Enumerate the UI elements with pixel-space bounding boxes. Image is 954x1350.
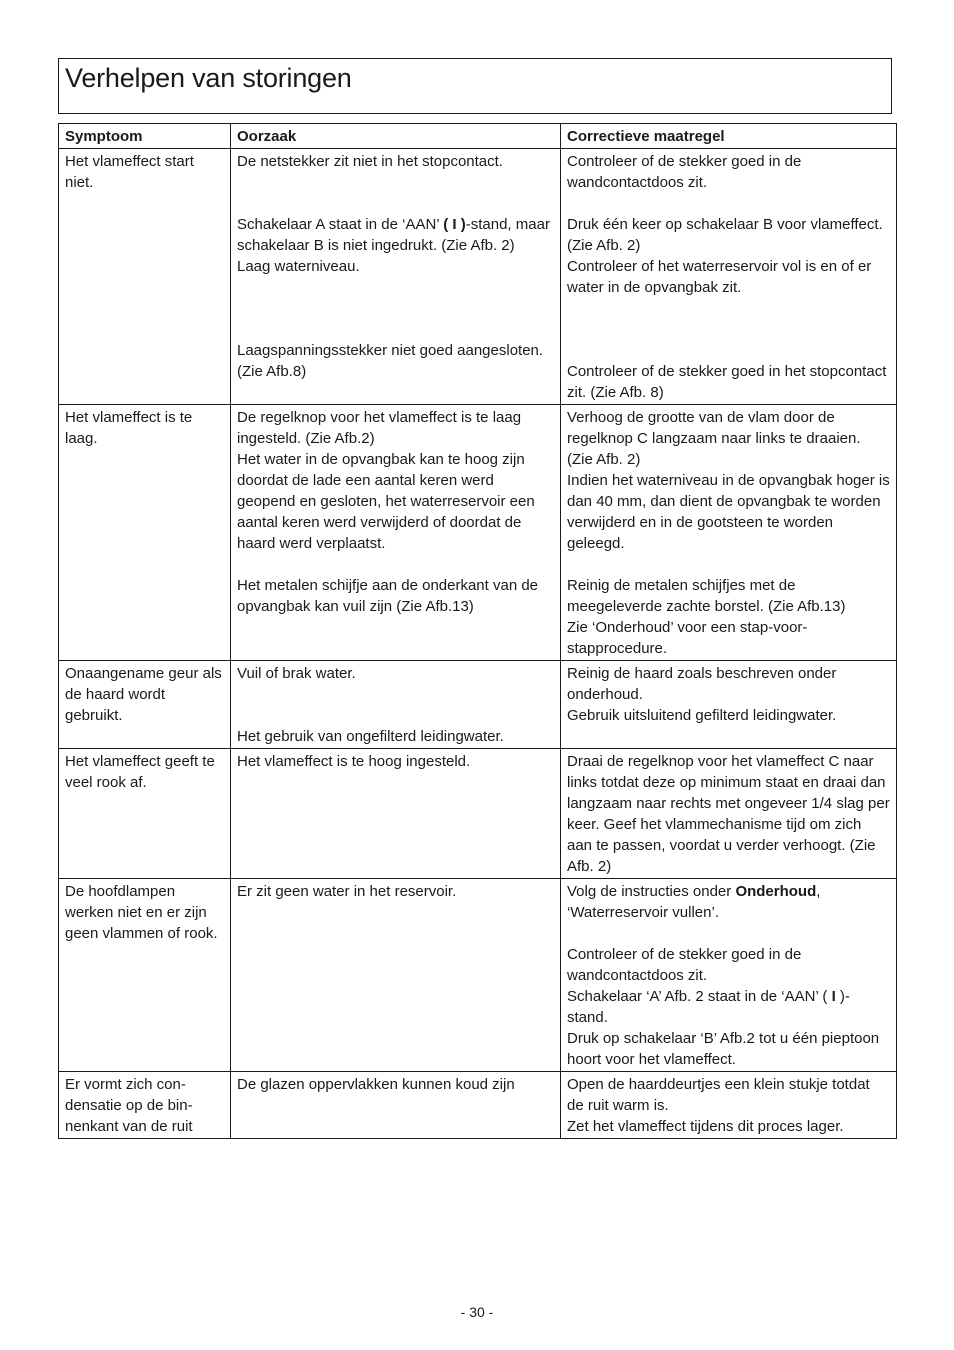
cause-text: De regelknop voor het vlameffect is te laag ingesteld. (Zie Afb.2) — [237, 409, 522, 447]
table-row — [59, 879, 897, 1072]
symptom-text: Onaangename geur als de haard wordt gebruikt. — [65, 665, 222, 724]
symptom-text: Het vlameffect is te laag. — [65, 409, 193, 447]
symptom-cell — [59, 149, 231, 405]
action-text: Controleer of de stekker goed in de wandcontactdoos zit. — [567, 153, 802, 191]
symptom-cell — [59, 749, 231, 879]
cause-text: Laag waterniveau. — [237, 258, 360, 275]
action-cell — [561, 149, 897, 405]
cause-cell — [231, 1072, 561, 1139]
cause-text: Schakelaar A staat in de ‘AAN’ ( I )-stand, maar schakelaar B is niet ingedrukt. (Zie Afb. 2) — [237, 216, 550, 254]
action-text: Controleer of het waterreservoir vol is en of er water in de opvangbak zit. — [567, 258, 872, 296]
action-cell — [561, 661, 897, 749]
action-text: Open de haarddeurtjes een klein stukje totdat de ruit warm is. — [567, 1076, 870, 1114]
cause-text: Het gebruik van ongefilterd leidingwater. — [237, 728, 504, 745]
cause-cell — [231, 149, 561, 405]
table-row — [59, 149, 897, 405]
action-text: Draai de regelknop voor het vlameffect C naar links totdat deze op minimum staat en draai dan langzaam naar rechts met ongeveer 1/4 slag per keer. Geef het vlammechanisme tijd om zich aan te passen, voordat u verder verhoogt. (Zie Afb. 2) — [567, 753, 890, 875]
action-text: Druk op schakelaar ‘B’ Afb.2 tot u één pieptoon hoort voor het vlameffect. — [567, 1030, 880, 1068]
cause-text: Het vlameffect is te hoog ingesteld. — [237, 753, 471, 770]
symptom-cell — [59, 1072, 231, 1139]
cause-text: Er zit geen water in het reservoir. — [237, 883, 457, 900]
table-header-row — [59, 124, 897, 149]
cause-cell — [231, 879, 561, 1072]
action-text: Druk één keer op schakelaar B voor vlameffect. (Zie Afb. 2) — [567, 216, 883, 254]
action-text: Reinig de haard zoals beschreven onder onderhoud. — [567, 665, 837, 703]
action-cell — [561, 749, 897, 879]
table-row — [59, 749, 897, 879]
cause-text: De netstekker zit niet in het stopcontact. — [237, 153, 503, 170]
table-row — [59, 1072, 897, 1139]
symptom-text: De hoofdlampen werken niet en er zijn geen vlammen of rook. — [65, 883, 218, 942]
cause-text: Laagspanningsstekker niet goed aangesloten. (Zie Afb.8) — [237, 342, 544, 380]
table-row — [59, 661, 897, 749]
action-text: Volg de instructies onder Onderhoud, ‘Waterreservoir vullen’. — [567, 883, 821, 921]
action-cell — [561, 405, 897, 661]
action-text: Verhoog de grootte van de vlam door de regelknop C langzaam naar links te draaien. (Zie Afb. 2) — [567, 409, 861, 468]
symptom-cell — [59, 879, 231, 1072]
cause-text: Het water in de opvangbak kan te hoog zijn doordat de lade een aantal keren werd geopend en gesloten, het waterreservoir een aantal keren werd verwijderd of doordat de haard werd verplaatst. — [237, 451, 535, 552]
cause-cell — [231, 749, 561, 879]
page-number: - 30 - — [460, 1304, 494, 1320]
header-symptoom: Symptoom — [59, 124, 231, 149]
symptom-text: Het vlameffect start niet. — [65, 153, 194, 191]
header-oorzaak: Oorzaak — [231, 124, 561, 149]
header-maatregel: Correctieve maatregel — [561, 124, 897, 149]
symptom-cell — [59, 405, 231, 661]
symptom-text: Het vlameffect geeft te veel rook af. — [65, 753, 215, 791]
action-text: Reinig de metalen schijfjes met de meegeleverde zachte borstel. (Zie Afb.13) — [567, 577, 846, 615]
cause-cell — [231, 661, 561, 749]
action-text: Gebruik uitsluitend gefilterd leidingwater. — [567, 707, 837, 724]
action-cell — [561, 879, 897, 1072]
action-cell — [561, 1072, 897, 1139]
action-text: Controleer of de stekker goed in de wandcontactdoos zit. — [567, 946, 802, 984]
action-text: Controleer of de stekker goed in het stopcontact zit. (Zie Afb. 8) — [567, 363, 887, 401]
cause-text: Het metalen schijfje aan de onderkant van de opvangbak kan vuil zijn (Zie Afb.13) — [237, 577, 539, 615]
symptom-text: Er vormt zich con-densatie op de bin-nenkant van de ruit — [65, 1076, 193, 1135]
troubleshooting-table — [58, 123, 897, 1139]
action-text: Zet het vlameffect tijdens dit proces lager. — [567, 1118, 844, 1135]
symptom-cell — [59, 661, 231, 749]
action-text: Schakelaar ‘A’ Afb. 2 staat in de ‘AAN’ ( I )-stand. — [567, 988, 850, 1026]
action-text: Indien het waterniveau in de opvangbak hoger is dan 40 mm, dan dient de opvangbak te worden verwijderd en in de gootsteen te worden geleegd. — [567, 472, 890, 552]
action-text: Zie ‘Onderhoud’ voor een stap-voor-stapprocedure. — [567, 619, 808, 657]
cause-text: De glazen oppervlakken kunnen koud zijn — [237, 1076, 515, 1093]
title-box — [58, 58, 892, 114]
table-row — [59, 405, 897, 661]
page-title: Verhelpen van storingen — [65, 63, 352, 93]
cause-text: Vuil of brak water. — [237, 665, 356, 682]
cause-cell — [231, 405, 561, 661]
